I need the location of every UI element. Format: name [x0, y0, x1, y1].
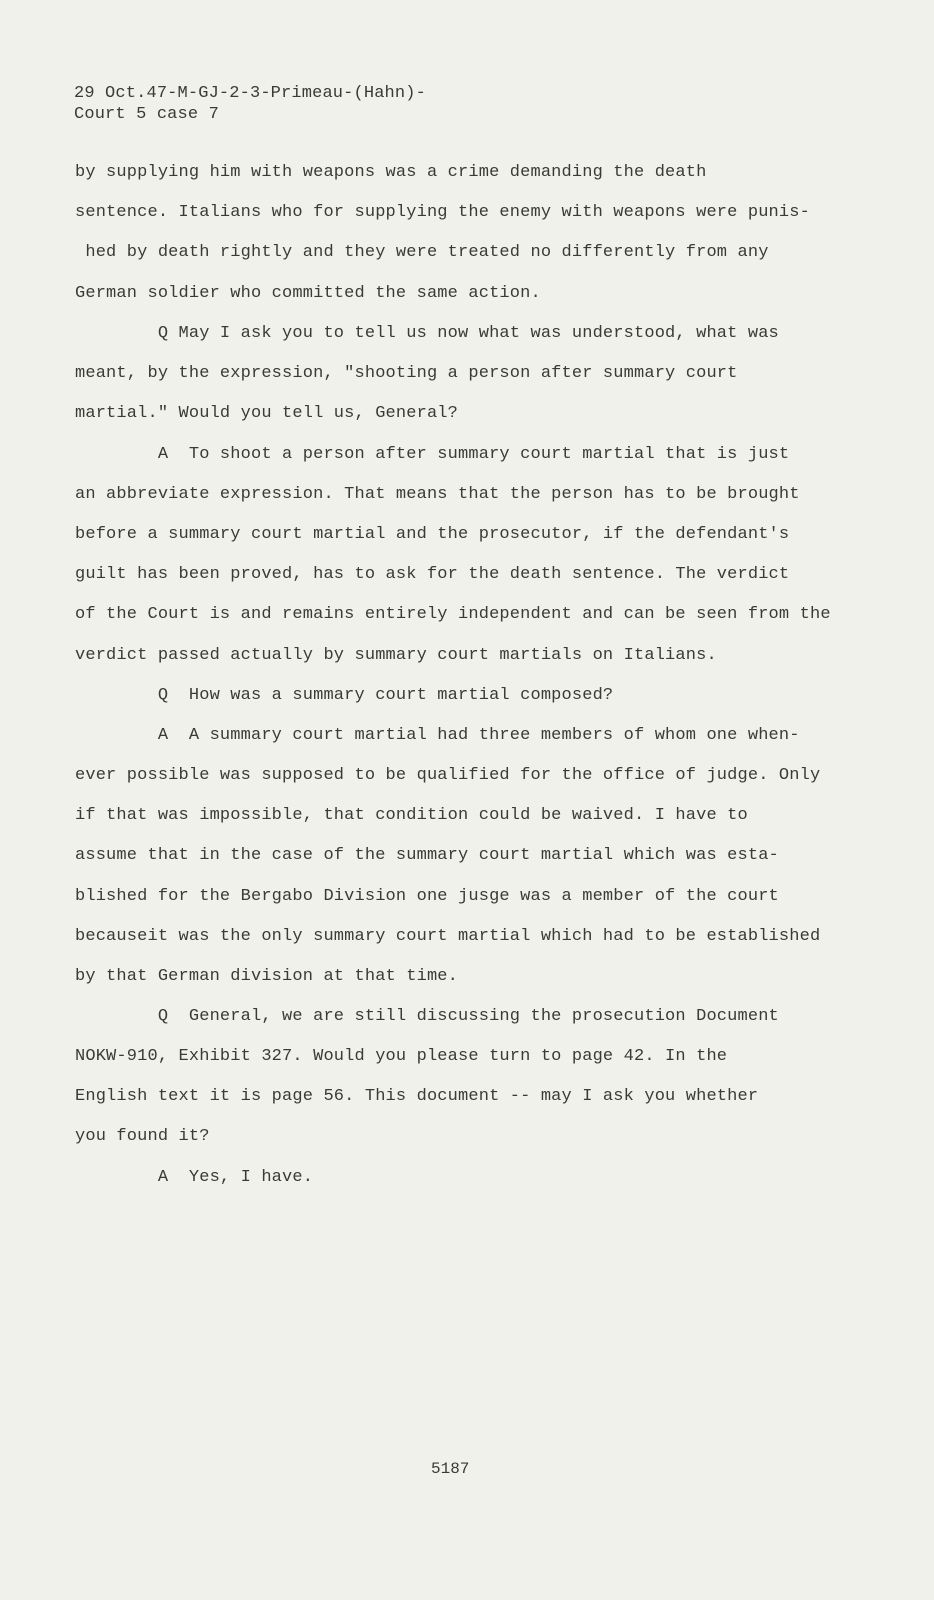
body-line: meant, by the expression, "shooting a person after summary court: [75, 364, 738, 383]
body-line: English text it is page 56. This document -- may I ask you whether: [75, 1087, 759, 1106]
body-line: NOKW-910, Exhibit 327. Would you please turn to page 42. In the: [75, 1047, 728, 1066]
body-line: by that German division at that time.: [75, 967, 459, 986]
body-line: ever possible was supposed to be qualified for the office of judge. Only: [75, 766, 821, 785]
body-line: A Yes, I have.: [75, 1168, 314, 1187]
body-line: of the Court is and remains entirely independent and can be seen from the: [75, 605, 831, 624]
body-line: if that was impossible, that condition could be waived. I have to: [75, 806, 748, 825]
body-line: German soldier who committed the same action.: [75, 284, 541, 303]
body-line: sentence. Italians who for supplying the enemy with weapons were punis-: [75, 203, 810, 222]
body-line: assume that in the case of the summary court martial which was esta-: [75, 846, 779, 865]
body-line: blished for the Bergabo Division one jusge was a member of the court: [75, 887, 779, 906]
header-line-1: 29 Oct.47-M-GJ-2-3-Primeau-(Hahn)-: [74, 84, 426, 103]
body-line: hed by death rightly and they were treated no differently from any: [75, 243, 769, 262]
body-line: becauseit was the only summary court martial which had to be established: [75, 927, 821, 946]
body-line: by supplying him with weapons was a crime demanding the death: [75, 163, 707, 182]
body-line: martial." Would you tell us, General?: [75, 404, 459, 423]
body-line: before a summary court martial and the prosecutor, if the defendant's: [75, 525, 790, 544]
body-line: an abbreviate expression. That means that the person has to be brought: [75, 485, 800, 504]
body-line: you found it?: [75, 1127, 210, 1146]
body-line: Q How was a summary court martial composed?: [75, 686, 614, 705]
body-line: A To shoot a person after summary court martial that is just: [75, 445, 790, 464]
body-line: Q General, we are still discussing the prosecution Document: [75, 1007, 779, 1026]
body-line: verdict passed actually by summary court martials on Italians.: [75, 646, 717, 665]
body-line: Q May I ask you to tell us now what was understood, what was: [75, 324, 779, 343]
body-line: guilt has been proved, has to ask for the death sentence. The verdict: [75, 565, 790, 584]
page-number: 5187: [431, 1460, 470, 1478]
header-line-2: Court 5 case 7: [74, 105, 219, 124]
body-line: A A summary court martial had three members of whom one when-: [75, 726, 800, 745]
